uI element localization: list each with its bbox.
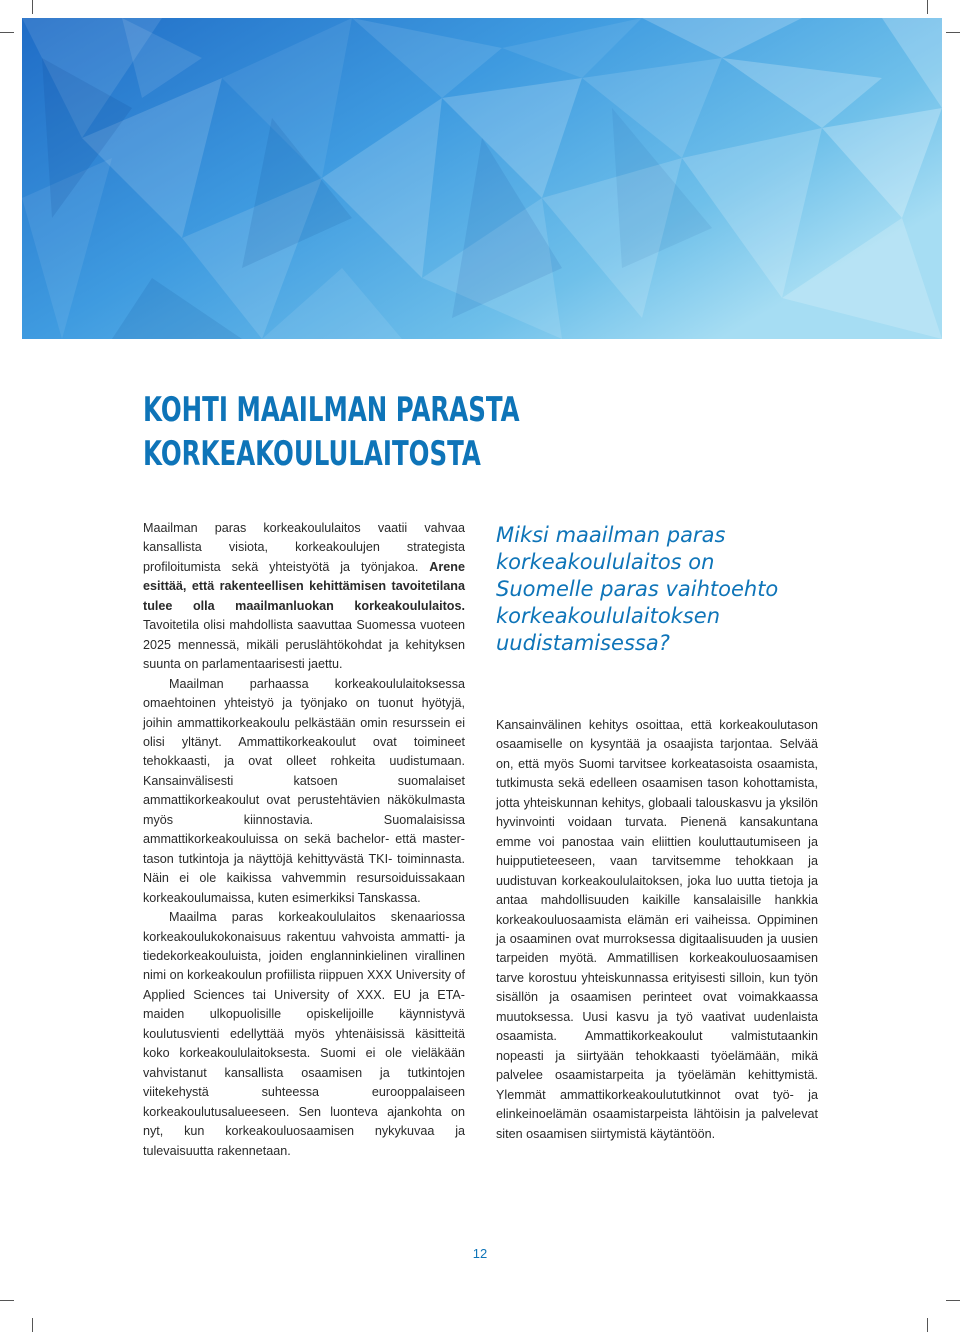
left-paragraph-1-text-a: Maailman paras korkeakoululaitos vaatii vahvaa kansallista visiota, korkeakoulujen strategista profiloitumista sekä yhteistyötä ja työnjakoa. <box>143 521 465 574</box>
left-paragraph-2: Maailman parhaassa korkeakoululaitoksessa omaehtoinen yhteistyö ja työnjako on tuonut hyötyjä, joihin ammattikorkeakoulu pelkästään omin resurssein ei olisi yltänyt. Ammattikorkeakoulut ovat toimineet tehokkaasti, ja ovat olleet rohkeita uudistumaan. Kansainvälisesti katsoen suomalaiset ammattikorkeakoulut ovat perustehtävien näkökulmasta myös kiinnostavia. Suomalaisissa ammattikorkeakouluissa on sekä bachelor- että master-tason tutkintoja ja näyttöjä kehittyvästä TKI- toiminnasta. Näin ei ole kaikissa vahvemmin resursoiduissakaan korkeakoulumaissa, kuten esimerkiksi Tanskassa. <box>143 676 465 905</box>
crop-mark <box>946 1300 960 1301</box>
crop-mark <box>0 32 14 33</box>
polygon-pattern <box>22 18 942 339</box>
left-paragraph-1 <box>143 519 465 675</box>
hero-image <box>22 18 942 339</box>
crop-mark <box>946 32 960 33</box>
crop-mark <box>0 1300 14 1301</box>
right-column <box>496 716 818 1144</box>
crop-mark <box>927 1318 928 1332</box>
page-title <box>143 388 661 476</box>
crop-mark <box>927 0 928 14</box>
title-line-1: KOHTI MAAILMAN PARASTA <box>143 390 520 430</box>
question-line-3: Suomelle paras vaihtoehto <box>496 577 779 601</box>
left-paragraph-1-text-b: Tavoitetila olisi mahdollista saavuttaa Suomessa vuoteen 2025 mennessä, mikäli peruslähtökohdat ja kehityksen suunta on parlamentaarisesti jaettu. <box>143 618 465 672</box>
crop-mark <box>32 1318 33 1332</box>
left-paragraph-1-bold: Arene esittää, että rakenteellisen kehittämisen tavoitetilana tulee olla maailmanluokan korkeakoululaitos. <box>143 559 465 613</box>
page-number: 12 <box>472 1246 488 1261</box>
left-paragraph-3: Maailma paras korkeakoululaitos skenaariossa korkeakoulukokonaisuus rakentuu vahvoista ammatti- ja tiedekorkeakouluista, joiden englanninkielinen virallinen nimi on korkeakoulun profiilista riippuen XXX University of Applied Sciences tai University of XXX. EU ja ETA- maiden ulkopuolisille opiskelijoille käynnistyvä koulutusvienti edellyttää myös yhtenäisissä käsitteitä koko korkeakoululaitoksesta. Suomi ei ole vieläkään vahvistanut kansallista osaamisen ja tutkintojen viitekehystä suhteessa eurooppalaiseen korkeakoulutusalueeseen. Sen luonteva ajankohta on nyt, kun korkeakouluosaamisen nykykuvaa ja tulevaisuutta rakennetaan. <box>143 910 465 1158</box>
question-line-5: uudistamisessa? <box>496 631 670 655</box>
question-line-1: Miksi maailman paras <box>496 523 726 547</box>
right-paragraph-1: Kansainvälinen kehitys osoittaa, että korkeakoulutason osaamiselle on kysyntää ja osaajista tarjontaa. Selvää on, että myös Suomi tarvitsee korkeatasoista osaamista, tutkimusta sekä edelleen osaamisen tason kohottamista, jotta yhteiskunnan kehitys, globaali talouskasvu ja yksilön hyvinvointi voidaan turvata. Pienenä kansakuntana emme voi panostaa vain eliittien kouluttautumiseen ja huipputieteeseen, vaan tarvitsemme tehokkaan ja uudistuvan korkeakoululaitoksen, joka luo uutta tietoja ja antaa mahdollisuuden kaikille kansalaisille hankkia korkeakouluosaamista elämän eri vaiheissa. Oppiminen ja osaaminen ovat murroksessa digitaalisuuden ja uusien tarpeiden myötä. Ammatillisen korkeakouluosaamisen tarve korostuu yhteiskunnassa erityisesti silloin, kun työn sisällön ja osaamisen perinteet ovat voimakkaassa muutoksessa. Uusi kasvu ja työ vaativat uudenlaista osaamista. Ammattikorkeakoulut valmistutaankin nopeasti ja siirtyään tehokkaasti työelämään, mikä palvelee osaamistarpeita ja työelämän kehittymistä. Ylemmät ammattikorkeakoulututkinnot ovat työ- ja elinkeinoelämän osaamistarpeista lähtöisin ja palvelevat siten osaamisen siirtymistä käytäntöön. <box>496 718 818 1141</box>
title-line-2: KORKEAKOULULAITOSTA <box>143 434 481 474</box>
left-column <box>143 519 465 1161</box>
question-line-4: korkeakoululaitoksen <box>496 604 721 628</box>
question-line-2: korkeakoululaitos on <box>496 550 715 574</box>
pull-question <box>496 522 826 657</box>
crop-mark <box>32 0 33 14</box>
